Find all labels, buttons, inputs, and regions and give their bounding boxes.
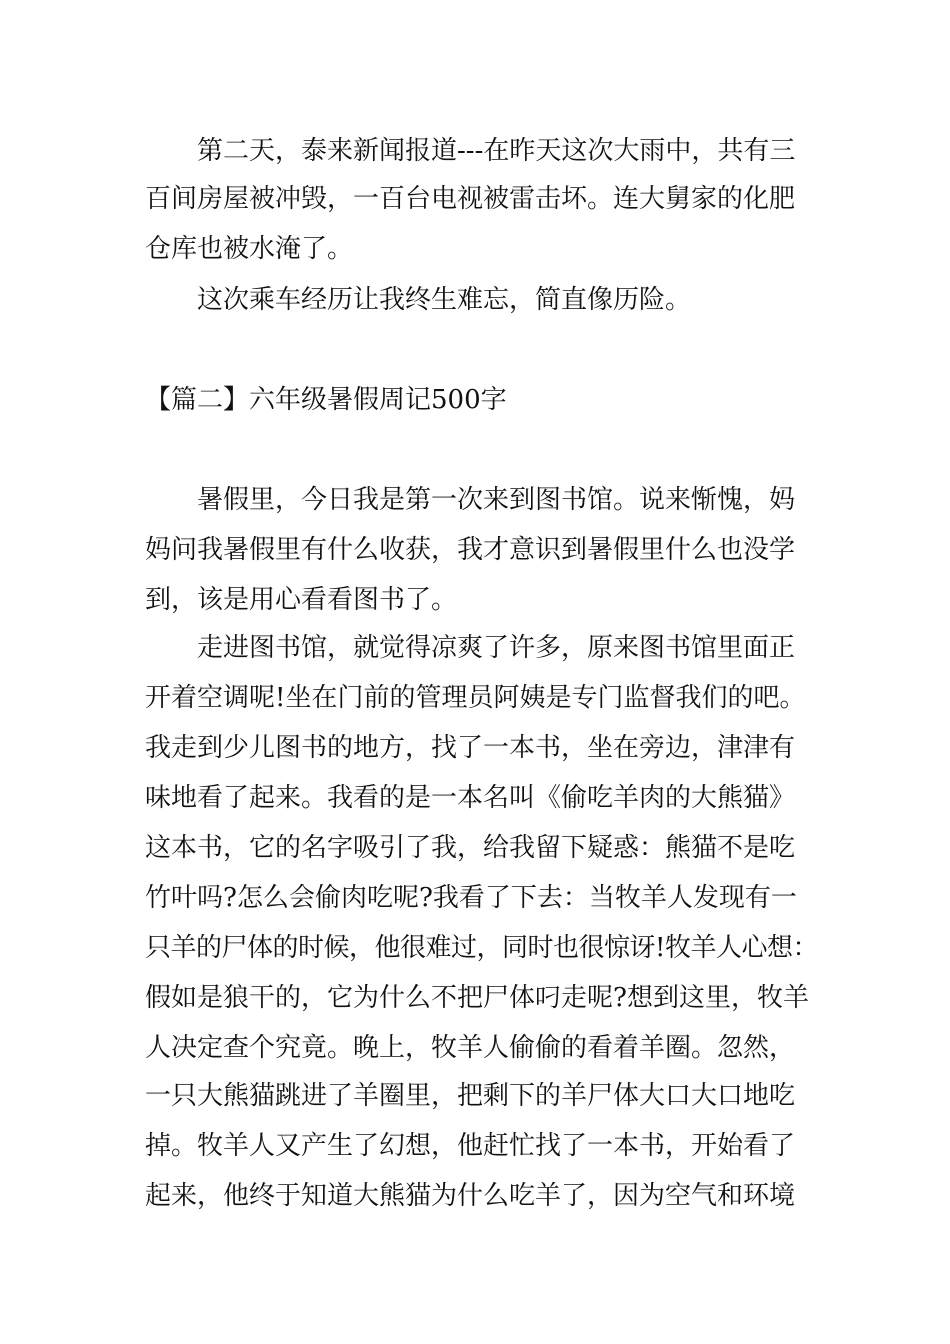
paragraph-line: 起来，他终于知道大熊猫为什么吃羊了，因为空气和环境 <box>145 1181 796 1211</box>
paragraph-line: 这本书，它的名字吸引了我，给我留下疑惑：熊猫不是吃 <box>145 833 796 863</box>
paragraph-line: 百间房屋被冲毁，一百台电视被雷击坏。连大舅家的化肥 <box>145 184 796 214</box>
paragraph-line: 竹叶吗?怎么会偷肉吃呢?我看了下去：当牧羊人发现有一 <box>145 883 797 913</box>
paragraph-line: 只羊的尸体的时候，他很难过，同时也很惊讶!牧羊人心想： <box>145 933 818 963</box>
paragraph-line: 我走到少儿图书的地方，找了一本书，坐在旁边，津津有 <box>145 733 796 763</box>
paragraph-line: 假如是狼干的，它为什么不把尸体叼走呢?想到这里，牧羊 <box>145 983 809 1013</box>
paragraph-line: 走进图书馆，就觉得凉爽了许多，原来图书馆里面正 <box>197 633 796 663</box>
paragraph-line: 到，该是用心看看图书了。 <box>145 585 458 615</box>
paragraph-line: 人决定查个究竟。晚上，牧羊人偷偷的看着羊圈。忽然， <box>145 1033 796 1063</box>
paragraph-line: 暑假里，今日我是第一次来到图书馆。说来惭愧，妈 <box>197 485 796 515</box>
paragraph-line: 妈问我暑假里有什么收获，我才意识到暑假里什么也没学 <box>145 535 796 565</box>
section-heading: 【篇二】六年级暑假周记500字 <box>145 385 507 415</box>
paragraph-line: 这次乘车经历让我终生难忘，简直像历险。 <box>197 285 692 315</box>
paragraph-line: 一只大熊猫跳进了羊圈里，把剩下的羊尸体大口大口地吃 <box>145 1081 796 1111</box>
paragraph-line: 仓库也被水淹了。 <box>145 234 354 264</box>
paragraph-line: 掉。牧羊人又产生了幻想，他赶忙找了一本书，开始看了 <box>145 1131 796 1161</box>
paragraph-line: 味地看了起来。我看的是一本名叫《偷吃羊肉的大熊猫》 <box>145 783 796 813</box>
paragraph-line: 开着空调呢!坐在门前的管理员阿姨是专门监督我们的吧。 <box>145 683 806 713</box>
paragraph-line: 第二天，泰来新闻报道---在昨天这次大雨中，共有三 <box>197 136 796 166</box>
